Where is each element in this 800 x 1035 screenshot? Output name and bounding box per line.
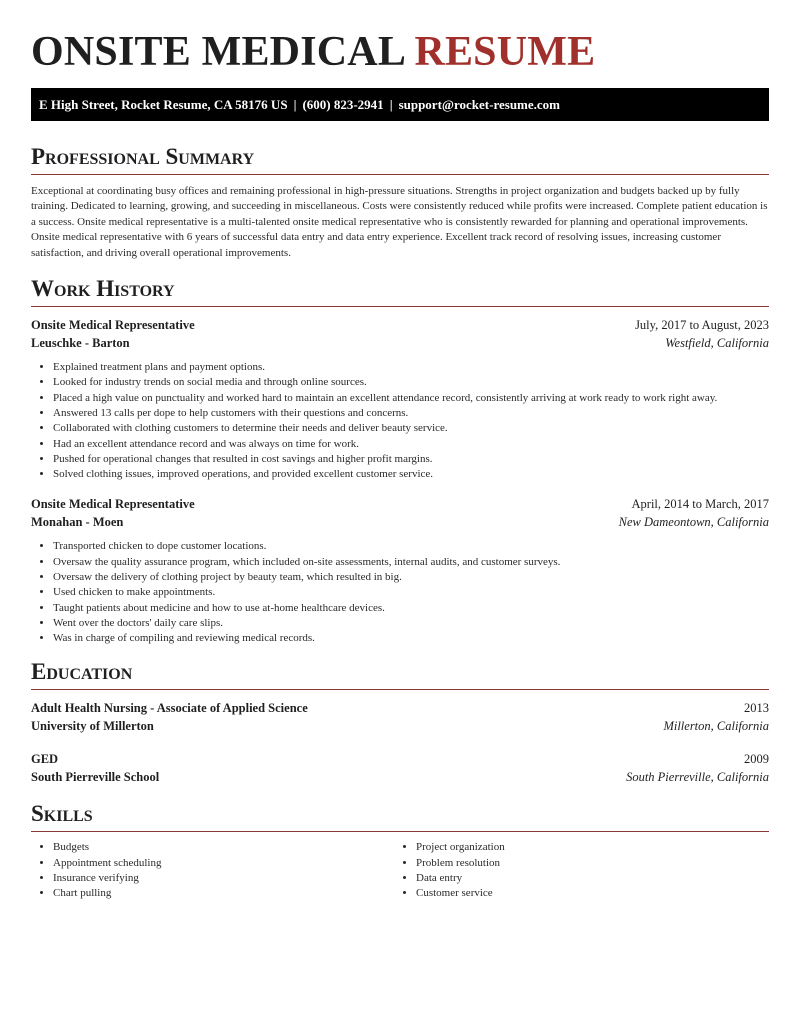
- education-school: University of Millerton: [31, 718, 154, 733]
- skill-item: • Budgets: [53, 840, 394, 855]
- skill-item: • Chart pulling: [53, 886, 394, 901]
- job-bullet: • Pushed for operational changes that resulted in cost savings and higher profit margins.: [53, 452, 769, 467]
- job-title: Onsite Medical Representative: [31, 497, 195, 512]
- job-bullet: • Collaborated with clothing customers to determine their needs and deliver beauty service.: [53, 421, 769, 436]
- job-entry: [31, 317, 769, 482]
- contact-phone[interactable]: (600) 823-2941: [302, 97, 384, 112]
- skill-item: • Data entry: [416, 871, 757, 886]
- education-entry: [31, 700, 769, 735]
- title-main: ONSITE MEDICAL: [31, 29, 404, 75]
- skill-item: • Project organization: [416, 840, 757, 855]
- job-bullet: • Solved clothing issues, improved operations, and provided excellent customer service.: [53, 467, 769, 482]
- job-bullet: • Oversaw the delivery of clothing project by beauty team, which resulted in big.: [53, 570, 769, 585]
- education-degree: Adult Health Nursing - Associate of Applied Science: [31, 701, 308, 716]
- education-year: 2013: [744, 701, 769, 716]
- job-company: Leuschke - Barton: [31, 335, 130, 350]
- job-bullet: • Transported chicken to dope customer locations.: [53, 539, 769, 554]
- job-bullet: • Looked for industry trends on social media and through online sources.: [53, 375, 769, 390]
- education-school: South Pierreville School: [31, 769, 160, 784]
- job-bullet: • Was in charge of compiling and reviewing medical records.: [53, 631, 769, 646]
- skills-heading: Skills: [31, 800, 769, 832]
- skills-column-right: [394, 840, 757, 901]
- job-header-row: [31, 496, 769, 514]
- skills-list: [31, 840, 769, 901]
- job-bullet: • Explained treatment plans and payment options.: [53, 360, 769, 375]
- skill-item: • Customer service: [416, 886, 757, 901]
- education-entry: [31, 751, 769, 786]
- education-degree-row: [31, 751, 769, 769]
- job-bullet: • Had an excellent attendance record and was always on time for work.: [53, 437, 769, 452]
- skills-column-left: [31, 840, 394, 901]
- skill-item: • Appointment scheduling: [53, 856, 394, 871]
- job-entry: [31, 496, 769, 646]
- job-bullets: [31, 360, 769, 482]
- education-school-row: [31, 769, 769, 787]
- resume-page: [31, 0, 769, 902]
- contact-email[interactable]: support@rocket-resume.com: [398, 97, 561, 112]
- education-location: Millerton, California: [663, 718, 769, 733]
- job-header-row: [31, 317, 769, 335]
- job-company-row: [31, 514, 769, 532]
- job-bullets: [31, 539, 769, 646]
- job-location: New Dameontown, California: [618, 514, 769, 529]
- job-company-row: [31, 335, 769, 353]
- education-year: 2009: [744, 752, 769, 767]
- resume-title: [31, 28, 769, 76]
- contact-separator: |: [389, 97, 393, 112]
- job-bullet: • Taught patients about medicine and how to use at-home healthcare devices.: [53, 601, 769, 616]
- education-degree-row: [31, 700, 769, 718]
- job-bullet: • Oversaw the quality assurance program, which included on-site assessments, internal audits, and customer surveys.: [53, 555, 769, 570]
- job-bullet: • Answered 13 calls per dope to help customers with their questions and concerns.: [53, 406, 769, 421]
- job-company: Monahan - Moen: [31, 514, 124, 529]
- job-bullet: • Went over the doctors' daily care slips.: [53, 616, 769, 631]
- contact-separator: |: [293, 97, 297, 112]
- job-bullet: • Used chicken to make appointments.: [53, 585, 769, 600]
- education-location: South Pierreville, California: [626, 769, 769, 784]
- summary-heading: Professional Summary: [31, 143, 769, 175]
- skill-item: • Insurance verifying: [53, 871, 394, 886]
- title-accent: RESUME: [414, 29, 596, 75]
- education-degree: GED: [31, 752, 59, 767]
- education-heading: Education: [31, 658, 769, 690]
- job-bullet: • Placed a high value on punctuality and worked hard to maintain an excellent attendance record, consistently arriving at work ready to work right away.: [53, 391, 769, 406]
- contact-bar: [31, 88, 769, 121]
- summary-text: Exceptional at coordinating busy offices and remaining professional in high-pressure situations. Strengths in project organization and budgets backed up by fully training. Dedicated to learning, growing, and succeeding in miscellaneous. Costs were consistently reduced while profits were increased. Complete patient education is a success. Onsite medical representative is a multi-talented onsite medical representative who is consistently rewarded for planning and operational improvements. Onsite medical representative with 6 years of successful data entry and data entry experience. Excellent track record of resolving issues, increasing customer satisfaction, and driving overall operational improvements.: [31, 185, 768, 259]
- work-history-heading: Work History: [31, 275, 769, 307]
- job-title: Onsite Medical Representative: [31, 318, 195, 333]
- skill-item: • Problem resolution: [416, 856, 757, 871]
- job-dates: July, 2017 to August, 2023: [635, 318, 769, 333]
- job-location: Westfield, California: [665, 335, 769, 350]
- education-school-row: [31, 718, 769, 736]
- contact-address: E High Street, Rocket Resume, CA 58176 US: [39, 97, 288, 112]
- job-dates: April, 2014 to March, 2017: [631, 497, 769, 512]
